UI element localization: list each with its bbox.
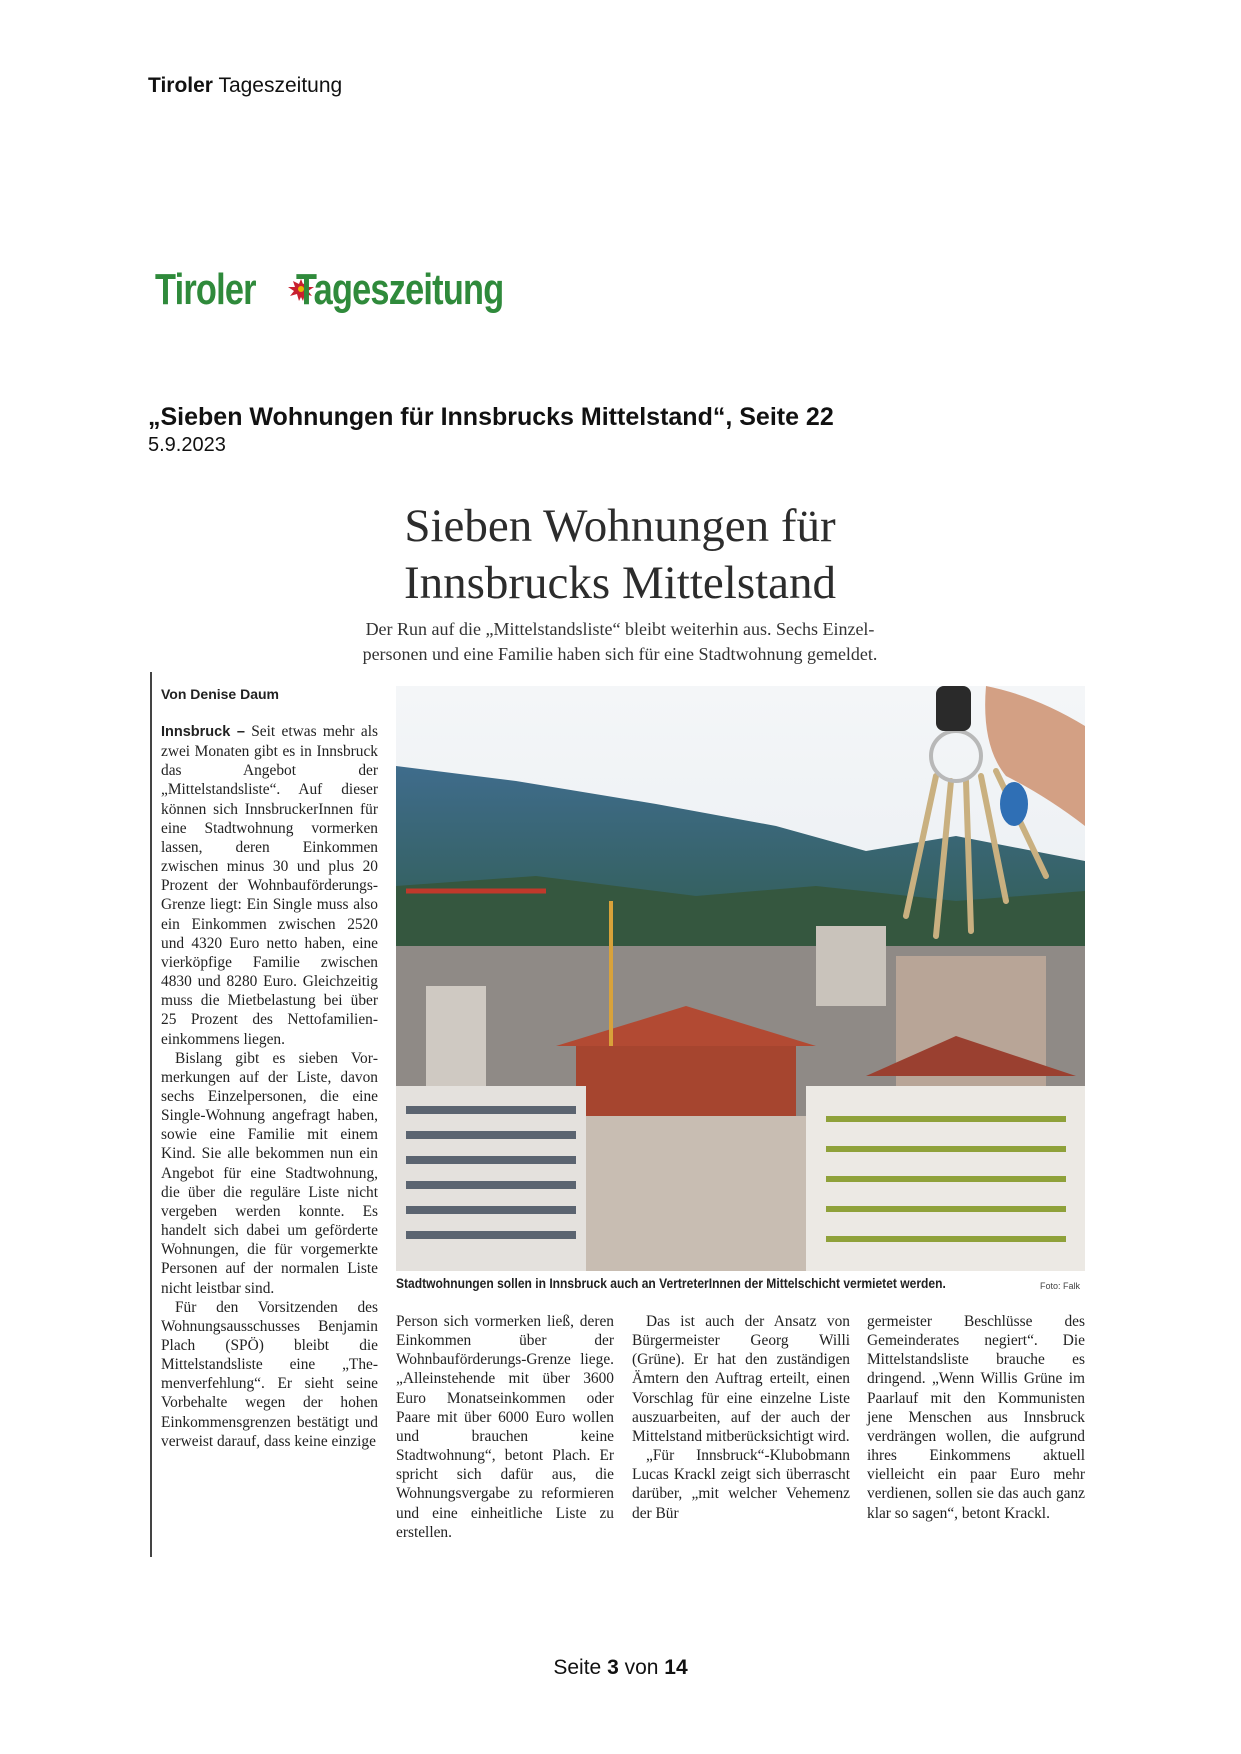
header-brand-regular: Tageszeitung: [218, 74, 343, 97]
dateline: Innsbruck –: [161, 724, 245, 740]
innsbruck-skyline-with-keys-image: [396, 686, 1085, 1271]
paragraph-1: Innsbruck – Seit etwas mehr als zwei Monaten gibt es in Innsbruck das Angebot der „Mittelstandsliste“. Auf dieser können sich InnsbruckerInnen für eine Stadtwohnung vormerken lassen, deren Einkommen zwischen minus 30 und plus 20 Prozent der Wohnbauförderungs-Grenze liegt: Ein Single muss also ein Einkommen zwischen 2520 und 4320 Euro netto haben, eine vierköpfige Familie zwischen 4830 und 8280 Euro. Gleichzeitig muss die Mietbelastung bei über 25 Prozent des Nettofamilieneinkommens liegen.: [161, 723, 378, 1048]
deck-line-1: Der Run auf die „Mittelstandsliste“ bleibt weiterhin aus. Sechs Einzel-: [365, 619, 875, 639]
column-rule: [150, 672, 152, 1557]
paragraph-3: Für den Vorsitzenden des Wohnungsausschusses Benjamin Plach (SPÖ) bleibt die Mittelstandsliste eine „Themenverfehlung“. Er sieht seine Vorbehalte wegen der hohen Einkommensgrenzen bestätigt und verweist darauf, dass keine einzige: [161, 1298, 378, 1450]
paragraph-6: „Für Innsbruck“-Klubobmann Lucas Krackl zeigt sich überrascht darüber, „mit welcher Vehemenz der Bür: [632, 1447, 850, 1522]
article-column-3: [632, 1312, 850, 1523]
document-header: [148, 74, 342, 98]
headline-line-1: Sieben Wohnungen für: [404, 500, 836, 552]
paragraph-7: germeister Beschlüsse des Gemeinderates negiert“. Die Mittelstandsliste brauche es dringend. „Wenn Willis Grüne im Paarlauf mit den Kommunisten jene Menschen aus Innsbruck verdrängen wollen, die aufgrund ihres Einkommens aktuell vielleicht ein paar Euro mehr verdienen, sollen sie das auch ganz klar so sagen“, betont Krackl.: [867, 1313, 1085, 1522]
logo-word-tiroler: Tiroler: [155, 265, 256, 314]
paragraph-4: Person sich vormerken ließ, deren Einkommen über der Wohnbauförderungs-Grenze liege. „Alleinstehende mit über 3600 Euro Monatseinkommen oder Paare mit über 6000 Euro wollen und brauchen keine Stadtwohnung“, betont Plach. Er spricht sich dafür aus, die Wohnungsvergabe zu reformieren und eine einheitliche Liste zu erstellen.: [396, 1313, 614, 1541]
byline: Von Denise Daum: [161, 686, 279, 702]
clipping-date: 5.9.2023: [148, 434, 226, 456]
logo-word-tageszeitung: Tageszeitung: [296, 265, 504, 314]
article-headline: [300, 498, 940, 612]
header-brand-bold: Tiroler: [148, 74, 213, 97]
article-column-4: [867, 1312, 1085, 1523]
total-page-count: 14: [664, 1656, 688, 1679]
article-column-2: [396, 1312, 614, 1542]
newspaper-logo: [155, 262, 562, 318]
deck-line-2: personen und eine Familie haben sich für eine Stadtwohnung gemeldet.: [362, 644, 878, 664]
page-footer: Seite 3 von 14: [553, 1656, 688, 1679]
headline-line-2: Innsbrucks Mittelstand: [403, 557, 837, 609]
current-page-number: 3: [607, 1656, 619, 1679]
photo-credit: Foto: Falk: [1040, 1281, 1081, 1291]
article-deck: [320, 617, 920, 667]
paragraph-2: Bislang gibt es sieben Vormerkungen auf der Liste, davon sechs Einzelpersonen, die eine Single-Wohnung angefragt haben, sowie eine Familie mit einem Kind. Sie alle bekommen nun ein Angebot für eine Stadtwohnung, die über die reguläre Liste nicht vergeben werden konnte. Es handelt sich dabei um geförderte Wohnungen, die für vorgemerkte Personen auf der normalen Liste nicht leistbar sind.: [161, 1049, 378, 1297]
paragraph-5: Das ist auch der Ansatz von Bürgermeister Georg Willi (Grüne). Er hat den zuständigen Ämtern den Auftrag erteilt, einen Vorschlag für eine einzelne Liste auszuarbeiten, auf der auch der Mittelstand mitberücksichtigt wird.: [632, 1313, 850, 1445]
photo-caption: Stadtwohnungen sollen in Innsbruck auch an VertreterInnen der Mittelschicht vermietet werden.: [396, 1276, 946, 1291]
article-photo: [396, 686, 1085, 1271]
article-column-1: [161, 722, 378, 1451]
clipping-title: „Sieben Wohnungen für Innsbrucks Mittelstand“, Seite 22: [148, 403, 834, 431]
